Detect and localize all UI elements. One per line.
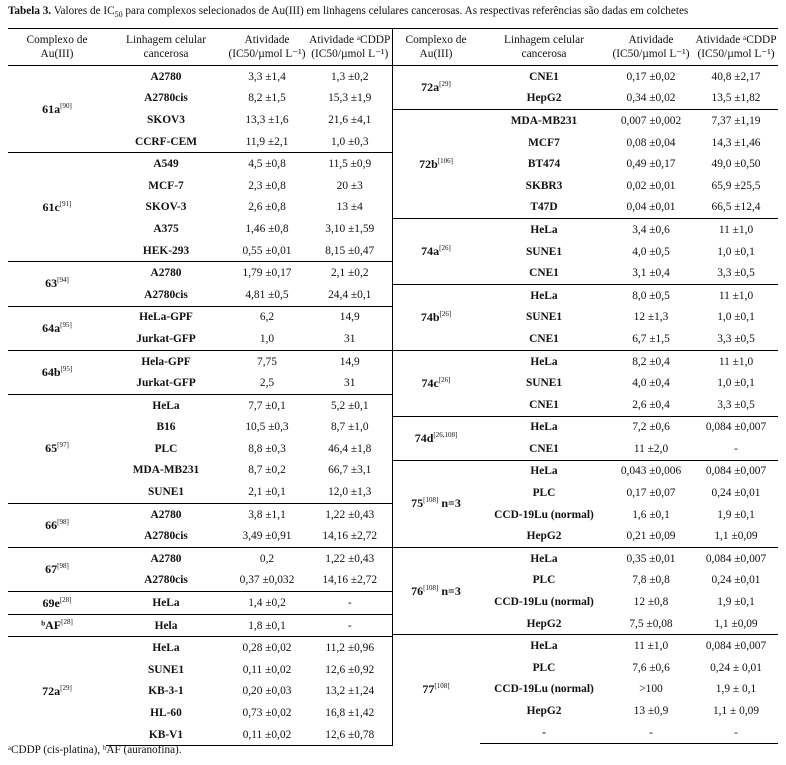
activity-value: 11 ±1,0 [608,635,694,657]
activity-value: 0,043 ±0,006 [608,460,694,482]
table-row [392,110,778,132]
cell-line: PLC [532,574,556,587]
table-footnote: ᵃCDDP (cis-platina), ᵇAF (auranofina). [8,744,182,756]
activity-value: 3,4 ±0,6 [608,219,694,241]
table-caption [8,4,778,18]
cell-line: MCF-7 [148,179,184,192]
cddp-value: 13,2 ±1,24 [325,685,375,698]
compound-cell [392,635,480,744]
compound-cell [392,548,480,635]
cddp-value: - [694,722,778,744]
cddp-value: 14,16 ±2,72 [322,574,378,587]
cell-line: - [480,722,608,744]
cddp-value: 49,0 ±0,50 [711,158,761,171]
activity-value: 0,02 ±0,01 [626,179,676,192]
table-row [392,416,778,438]
cell-line: HEK-293 [142,244,190,257]
table-row [392,460,778,482]
compound-ref: [95] [60,364,73,373]
cell-line: CNE1 [480,66,608,88]
cell-line: HepG2 [526,92,562,105]
activity-value: 3,8 ±1,1 [226,503,308,525]
cddp-value: 11 ±1,0 [694,350,778,372]
cddp-value: 1,0 ±0,1 [717,311,755,324]
compound-ref: [28] [59,595,72,604]
compound-name: 72b [419,156,438,171]
cell-line: HeLa [480,460,608,482]
compound-ref: [28] [61,618,73,627]
cddp-value: 15,3 ±1,9 [328,92,372,105]
compound-ref: [108] [423,583,439,592]
compound-ref: [98] [57,517,69,526]
activity-value: 0,49 ±0,17 [626,158,676,171]
activity-value: 1,6 ±0,1 [632,508,670,521]
activity-value: 2,6 ±0,4 [632,398,670,411]
cddp-value: 20 ±3 [336,179,363,192]
cddp-value: 1,0 ±0,3 [330,135,369,148]
activity-value: 7,2 ±0,6 [608,416,694,438]
activity-value: 13,3 ±1,6 [245,113,289,126]
table-row [8,548,392,570]
activity-value: 0,34 ±0,02 [626,92,676,105]
compound-cell [8,262,106,306]
cddp-value: 11 ±1,0 [694,284,778,306]
activity-value: >100 [639,683,663,696]
cell-line: SUNE1 [525,245,563,258]
activity-value: 0,08 ±0,04 [626,136,676,149]
data-table-right [392,28,778,744]
cddp-value: 12,6 ±0,78 [308,724,392,746]
compound-cell [8,66,106,153]
compound-ref: [95] [60,320,72,329]
compound-ref: [106] [437,156,453,165]
table-row [8,350,392,372]
cddp-value: 14,9 [308,350,392,372]
compound-name: 76 [411,583,424,598]
cddp-value: 13,5 ±1,82 [711,92,761,105]
compound-name: 74b [420,309,440,324]
activity-value: 3,3 ±1,4 [226,66,308,88]
activity-value: 8,2 ±1,5 [248,92,286,105]
compound-cell [8,614,106,637]
cell-line: HeLa [480,548,608,570]
cddp-value: 7,37 ±1,19 [694,110,778,132]
activity-value: 0,35 ±0,01 [608,548,694,570]
cddp-value: - [734,442,738,455]
cddp-value: 0,084 ±0,007 [694,416,778,438]
cddp-value: 66,7 ±3,1 [328,464,372,477]
compound-cell [392,350,480,416]
cddp-value: 11,2 ±0,96 [308,637,392,659]
cell-line: A2780cis [144,574,188,587]
cell-line: SKOV-3 [145,201,187,214]
cddp-value: 1,0 ±0,1 [717,377,755,390]
compound-ref: [26] [439,244,451,253]
header-row [392,29,778,66]
compound-name: 63 [45,276,58,291]
cell-line: B16 [156,421,176,434]
cddp-value: 1,0 ±0,1 [717,245,755,258]
activity-value: 2,3 ±0,8 [248,179,286,192]
table-row [8,637,392,659]
cddp-value: 5,2 ±0,1 [308,394,392,416]
cddp-value: 8,15 ±0,47 [325,244,375,257]
cell-line: PLC [532,487,556,500]
cell-line: CCD-19Lu (normal) [494,683,594,696]
cell-line: A2780cis [144,92,188,105]
activity-value: 4,0 ±0,5 [632,245,670,258]
activity-value: 11,9 ±2,1 [245,135,289,148]
cell-line: MDA-MB231 [132,464,200,477]
cddp-value: 0,24 ±0,01 [711,487,761,500]
cddp-value: 1,22 ±0,43 [308,503,392,525]
compound-cell [8,503,106,547]
header-complex: Complexo de Au(III) [8,29,106,66]
cell-line: HeLa-GPF [106,306,226,328]
activity-value: 7,7 ±0,1 [226,394,308,416]
activity-value: 2,1 ±0,1 [248,486,286,499]
activity-value: 8,7 ±0,2 [248,464,286,477]
compound-cell [8,306,106,350]
cell-line: KB-V1 [106,724,226,746]
activity-value: 1,0 [259,332,275,345]
cddp-value: 0,084 ±0,007 [694,548,778,570]
cddp-value: - [308,614,392,637]
cell-line: A2780cis [144,288,188,301]
compound-ref: [29] [60,684,72,693]
cell-line: HepG2 [526,705,562,718]
compound-name: 65 [45,441,58,456]
cell-line: CCRF-CEM [134,135,197,148]
cell-line: MCF7 [528,136,560,149]
cell-line: CNE1 [529,442,559,455]
activity-value: 0,55 ±0,01 [242,244,292,257]
cddp-value: 24,4 ±0,1 [328,288,372,301]
cell-line: A2780 [106,548,226,570]
cell-line: PLC [154,442,178,455]
cddp-value: 12,0 ±1,3 [328,486,372,499]
compound-ref: [97] [57,441,69,450]
activity-value: 10,5 ±0,3 [245,421,289,434]
compound-cell [8,637,106,746]
compound-name: 72a [42,684,61,699]
compound-name: 74d [414,430,434,445]
caption-text: Valores de IC [51,5,115,17]
cddp-value: 12,6 ±0,92 [325,663,375,676]
compound-name: 74c [421,375,439,390]
header-activity: Atividade (IC50/µmol L⁻¹) [226,29,308,66]
table-row [392,350,778,372]
activity-value: 4,5 ±0,8 [226,153,308,175]
cell-line: HeLa [106,592,226,615]
activity-value: 4,81 ±0,5 [245,288,289,301]
cddp-value: 1,1 ±0,09 [714,617,758,630]
cddp-value: 1,9 ±0,1 [717,508,755,521]
cell-line: SKBR3 [525,179,563,192]
cell-line: BT474 [527,158,561,171]
compound-name: 66 [45,517,58,532]
compound-ref: [26] [438,375,451,384]
activity-value: 7,75 [226,350,308,372]
cell-line: A2780 [106,66,226,88]
cell-line: HepG2 [526,617,562,630]
cell-line: HeLa [106,637,226,659]
compound-name: 74a [421,244,440,259]
cddp-value: 3,10 ±1,59 [325,222,375,235]
cell-line: HeLa [480,219,608,241]
cddp-value: 14,9 [308,306,392,328]
cddp-value: 14,3 ±1,46 [711,136,761,149]
table-row [392,66,778,88]
cddp-value: 1,1 ±0,09 [714,530,758,543]
compound-cell [8,394,106,503]
cddp-value: 66,5 ±12,4 [711,201,761,214]
cddp-value: 3,3 ±0,5 [717,332,755,345]
cell-line: CNE1 [529,267,559,280]
activity-value: 2,5 [259,377,275,390]
activity-value: 3,1 ±0,4 [632,267,670,280]
compound-cell [8,153,106,262]
compound-ref: [90] [60,101,72,110]
cell-line: A2780cis [144,530,188,543]
activity-value: 0,17 ±0,07 [626,487,676,500]
table-row [8,306,392,328]
compound-ref: [94] [57,276,69,285]
table-row [8,153,392,175]
cddp-value: 46,4 ±1,8 [328,442,372,455]
table-row [392,635,778,657]
cddp-value: 0,24 ± 0,01 [710,661,762,674]
compound-name: 72a [421,80,440,95]
cddp-value: 31 [344,377,356,390]
table-row [8,66,392,88]
header-cell-line: Linhagem celular cancerosa [106,29,226,66]
cell-line: Jurkat-GFP [136,332,196,345]
activity-value: 1,46 ±0,8 [245,222,289,235]
compound-suffix: n=3 [438,496,461,511]
activity-value: 1,79 ±0,17 [226,262,308,284]
activity-value: 0,04 ±0,01 [626,201,676,214]
header-activity: Atividade (IC50/µmol L⁻¹) [608,29,694,66]
cddp-value: 1,3 ±0,2 [308,66,392,88]
compound-name: 67 [45,562,58,577]
cell-line: SUNE1 [147,663,185,676]
compound-cell [392,416,480,460]
cddp-value: - [308,592,392,615]
caption-subscript: 50 [114,10,123,20]
activity-value: 2,6 ±0,8 [248,201,286,214]
activity-value: 11 ±2,0 [633,442,669,455]
activity-value: 7,6 ±0,6 [632,661,670,674]
activity-value: 1,4 ±0,2 [226,592,308,615]
table-row [392,548,778,570]
compound-name: 69e [42,595,60,610]
cddp-value: 11,5 ±0,9 [308,153,392,175]
cddp-value: 40,8 ±2,17 [694,66,778,88]
header-cddp: Atividade ᵃCDDP (IC50/µmol L⁻¹) [694,29,778,66]
activity-value: 7,5 ±0,08 [629,617,673,630]
table-row [8,592,392,615]
cddp-value: 2,1 ±0,2 [308,262,392,284]
cddp-value: 3,3 ±0,5 [717,398,755,411]
compound-cell [392,110,480,219]
compound-name: ᵇAF [41,618,62,633]
compound-name: 61a [42,101,61,116]
cell-line: A375 [153,222,179,235]
table-row [8,394,392,416]
activity-value: 0,73 ±0,02 [242,707,292,720]
cddp-value: 13 ±4 [336,201,363,214]
header-cell-line: Linhagem celular cancerosa [480,29,608,66]
activity-value: 0,21 ±0,09 [626,530,676,543]
compound-name: 75 [411,496,424,511]
activity-value: 0,007 ±0,002 [608,110,694,132]
caption-label: Tabela 3. [8,5,52,17]
activity-value: 12 ±1,3 [633,311,669,324]
activity-value: 7,8 ±0,8 [632,574,670,587]
activity-value: 3,49 ±0,91 [242,530,292,543]
cell-line: T47D [530,201,558,214]
compound-cell [8,350,106,394]
compound-ref: [91] [59,199,72,208]
cell-line: HeLa [106,394,226,416]
activity-value: 0,17 ±0,02 [608,66,694,88]
header-cddp: Atividade ᵃCDDP (IC50/µmol L⁻¹) [308,29,392,66]
table-row [8,262,392,284]
table-row [8,614,392,637]
cell-line: A549 [106,153,226,175]
table-row [8,503,392,525]
cddp-value: 1,22 ±0,43 [308,548,392,570]
cddp-value: 16,8 ±1,42 [325,707,375,720]
compound-name: 64b [41,364,61,379]
cell-line: Jurkat-GFP [136,377,196,390]
cell-line: SUNE1 [147,486,185,499]
cell-line: HeLa [480,284,608,306]
activity-value: 0,2 [226,548,308,570]
activity-value: 8,8 ±0,3 [248,442,286,455]
cddp-value: 14,16 ±2,72 [322,530,378,543]
cell-line: PLC [532,661,556,674]
cell-line: HL-60 [150,707,182,720]
compound-ref: [108] [434,682,450,691]
cddp-value: 0,084 ±0,007 [694,460,778,482]
cell-line: CNE1 [529,332,559,345]
cell-line: CNE1 [529,398,559,411]
cell-line: CCD-19Lu (normal) [494,508,594,521]
activity-value: 6,7 ±1,5 [632,332,670,345]
activity-value: 4,0 ±0,4 [632,377,670,390]
compound-ref: [29] [439,80,451,89]
compound-ref: [26,108] [433,430,458,439]
cell-line: HeLa [480,635,608,657]
cddp-value: 11 ±1,0 [694,219,778,241]
cell-line: A2780 [106,503,226,525]
cell-line: Hela [106,614,226,637]
cddp-value: 8,7 ±1,0 [330,421,369,434]
table-row [392,284,778,306]
compound-cell [392,219,480,285]
compound-cell [392,284,480,350]
compound-ref: [26] [439,309,452,318]
cddp-value: 31 [344,332,356,345]
cell-line: HeLa [480,350,608,372]
cddp-value: 1,9 ±0,1 [717,596,755,609]
data-table-left [8,28,393,746]
cddp-value: 21,6 ±4,1 [328,113,372,126]
compound-cell [8,548,106,592]
activity-value: 0,11 ±0,02 [242,663,292,676]
compound-cell [392,66,480,110]
cddp-value: 0,084 ±0,007 [694,635,778,657]
cell-line: KB-3-1 [148,685,184,698]
cddp-value: 1,9 ± 0,1 [715,683,757,696]
compound-name: 61c [42,199,60,214]
caption-text-rest: para complexos selecionados de Au(III) em linhagens celulares cancerosas. As respectivas referências são dadas em colchetes [122,5,689,17]
activity-value: 6,2 [226,306,308,328]
compound-name: 77 [422,682,435,697]
header-complex: Complexo de Au(III) [392,29,480,66]
compound-name: 64a [42,320,61,335]
compound-cell [8,592,106,615]
compound-ref: [108] [423,496,439,505]
activity-value: - [608,722,694,744]
activity-value: 1,8 ±0,1 [226,614,308,637]
activity-value: 0,28 ±0,02 [226,637,308,659]
activity-value: 12 ±0,8 [633,596,669,609]
cell-line: SUNE1 [525,377,563,390]
activity-value: 8,0 ±0,5 [608,284,694,306]
table-body-left [8,66,392,746]
header-row [8,29,392,66]
compound-suffix: n=3 [438,583,461,598]
activity-value: 0,11 ±0,02 [226,724,308,746]
cell-line: A2780 [106,262,226,284]
cddp-value: 3,3 ±0,5 [717,267,755,280]
cell-line: SKOV3 [147,113,185,126]
cddp-value: 65,9 ±25,5 [711,179,761,192]
cddp-value: 0,24 ±0,01 [711,574,761,587]
cell-line: HepG2 [526,530,562,543]
activity-value: 0,20 ±0,03 [242,685,292,698]
activity-value: 8,2 ±0,4 [608,350,694,372]
cddp-value: 1,1 ± 0,09 [712,705,760,718]
compound-cell [392,460,480,547]
table-row [392,219,778,241]
cell-line: HeLa [480,416,608,438]
activity-value: 13 ±0,9 [633,705,669,718]
activity-value: 0,37 ±0,032 [239,574,295,587]
cell-line: Hela-GPF [106,350,226,372]
cell-line: CCD-19Lu (normal) [494,596,594,609]
table-body-right [392,66,778,744]
cell-line: SUNE1 [525,311,563,324]
compound-ref: [98] [57,562,69,571]
cell-line: MDA-MB231 [480,110,608,132]
